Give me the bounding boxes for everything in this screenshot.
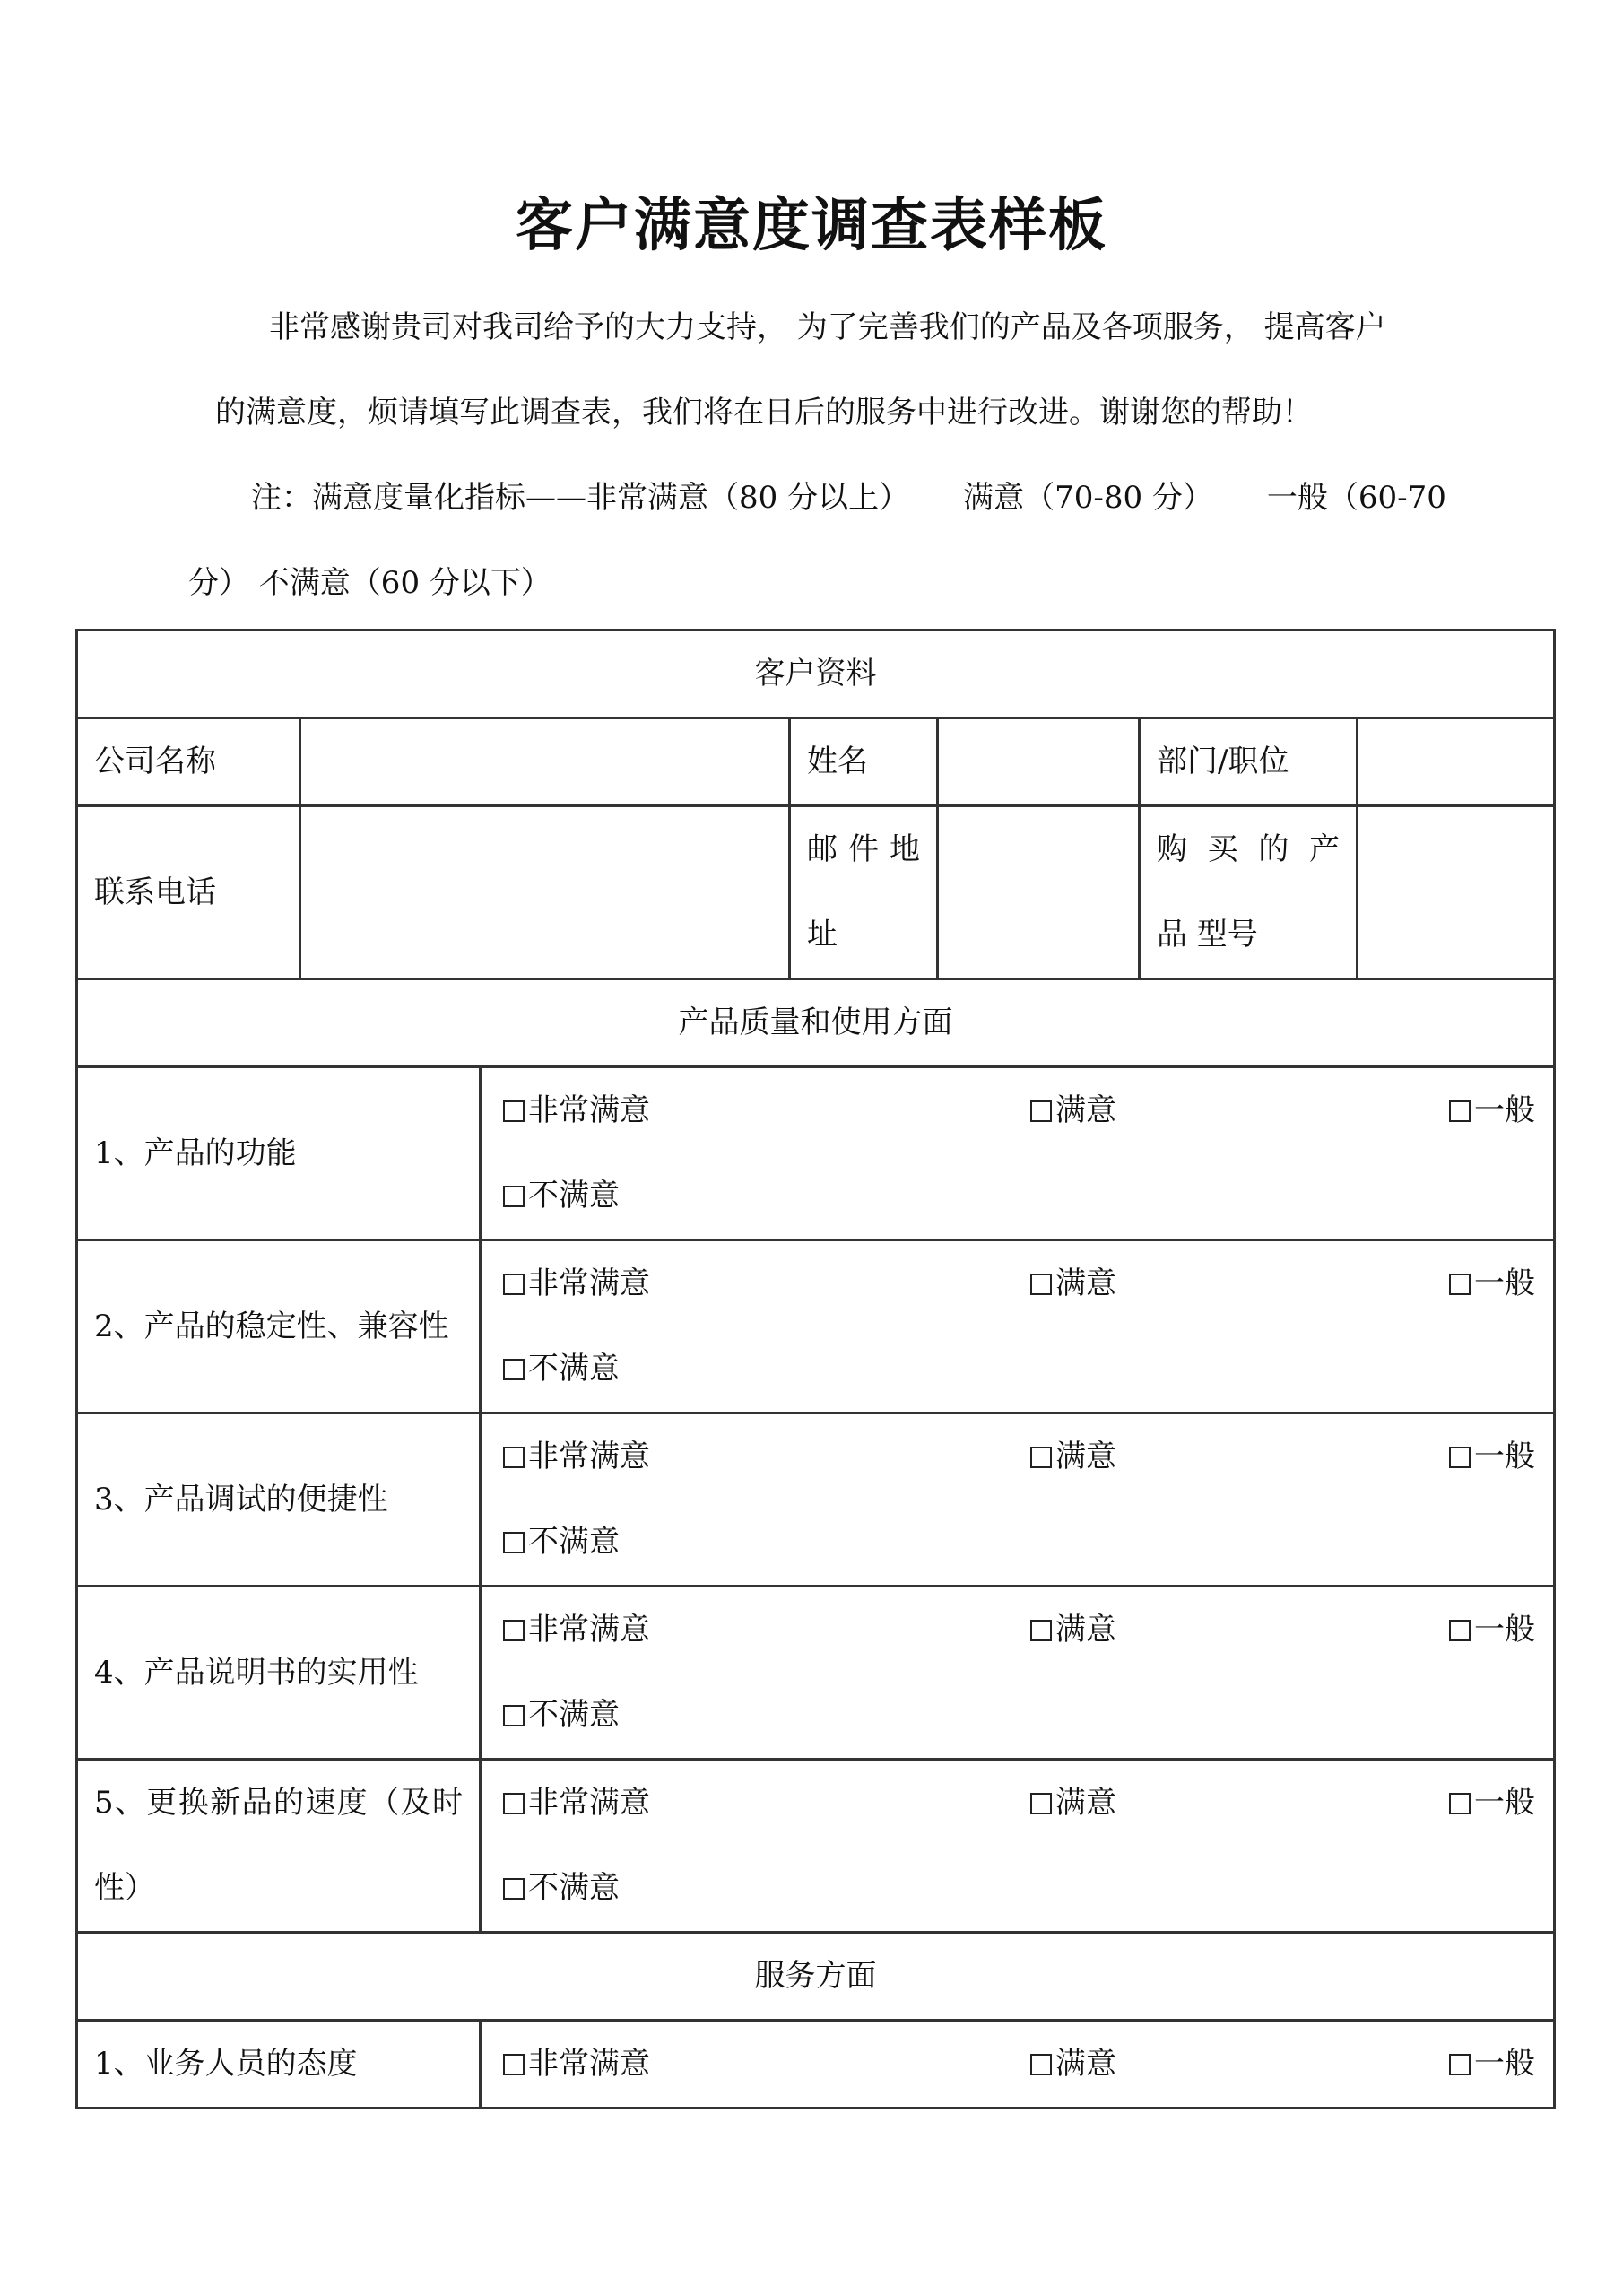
rating-note [251, 456, 1446, 541]
checkbox-icon[interactable] [1030, 1793, 1052, 1814]
checkbox-icon[interactable] [503, 1532, 525, 1553]
checkbox-icon[interactable] [1449, 2054, 1471, 2075]
service-section-header: 服务方面 [77, 1933, 1555, 2021]
option-satisfied[interactable]: 满意 [1030, 1068, 1116, 1153]
rating-note-a: 注：满意度量化指标——非常满意（80 分以上） [251, 480, 910, 516]
product-section-header: 产品质量和使用方面 [77, 979, 1555, 1067]
product-item-label: 4、产品说明书的实用性 [77, 1587, 481, 1760]
phone-label: 联系电话 [77, 806, 300, 979]
rating-note-b: 满意（70-80 分） [963, 480, 1213, 516]
product-model-label: 购 买 的 产 品 型号 [1140, 806, 1358, 979]
checkbox-icon[interactable] [1449, 1100, 1471, 1122]
option-very-satisfied[interactable]: 非常满意 [503, 1068, 650, 1153]
company-name-label: 公司名称 [77, 718, 300, 806]
checkbox-icon[interactable] [1449, 1793, 1471, 1814]
page-title: 客户满意度调查表样板 [516, 193, 1107, 259]
option-average[interactable]: 一般 [1449, 1761, 1535, 1846]
option-unsatisfied[interactable]: 不满意 [503, 1673, 620, 1758]
option-very-satisfied[interactable]: 非常满意 [503, 1414, 650, 1500]
survey-table [75, 629, 1556, 2109]
option-average[interactable]: 一般 [1449, 2022, 1535, 2107]
product-item-label: 2、产品的稳定性、兼容性 [77, 1240, 481, 1413]
product-item-label: 5、更换新品的速度（及时性） [77, 1760, 481, 1933]
checkbox-icon[interactable] [503, 1274, 525, 1295]
phone-field[interactable] [300, 806, 790, 979]
option-unsatisfied[interactable]: 不满意 [503, 1500, 620, 1585]
checkbox-icon[interactable] [503, 1100, 525, 1122]
checkbox-icon[interactable] [503, 1447, 525, 1468]
rating-note-c: 一般（60-70 [1266, 480, 1446, 516]
option-unsatisfied[interactable]: 不满意 [503, 1153, 620, 1239]
checkbox-icon[interactable] [1030, 1274, 1052, 1295]
checkbox-icon[interactable] [503, 1186, 525, 1207]
option-satisfied[interactable]: 满意 [1030, 1414, 1116, 1500]
product-item-label: 3、产品调试的便捷性 [77, 1413, 481, 1587]
company-name-field[interactable] [300, 718, 790, 806]
checkbox-icon[interactable] [1449, 1620, 1471, 1641]
product-item-label: 1、产品的功能 [77, 1067, 481, 1240]
option-satisfied[interactable]: 满意 [1030, 1241, 1116, 1326]
option-unsatisfied[interactable]: 不满意 [503, 1326, 620, 1412]
option-average[interactable]: 一般 [1449, 1068, 1535, 1153]
option-average[interactable]: 一般 [1449, 1414, 1535, 1500]
option-unsatisfied[interactable]: 不满意 [503, 1846, 620, 1931]
option-very-satisfied[interactable]: 非常满意 [503, 1761, 650, 1846]
checkbox-icon[interactable] [503, 1620, 525, 1641]
checkbox-icon[interactable] [503, 1705, 525, 1726]
option-satisfied[interactable]: 满意 [1030, 1587, 1116, 1673]
dept-position-field[interactable] [1358, 718, 1555, 806]
option-very-satisfied[interactable]: 非常满意 [503, 1241, 650, 1326]
checkbox-icon[interactable] [503, 1359, 525, 1380]
option-satisfied[interactable]: 满意 [1030, 2022, 1116, 2107]
email-label: 邮 件 地 址 [790, 806, 938, 979]
email-field[interactable] [938, 806, 1140, 979]
customer-section-header: 客户资料 [77, 631, 1555, 718]
option-very-satisfied[interactable]: 非常满意 [503, 1587, 650, 1673]
option-average[interactable]: 一般 [1449, 1587, 1535, 1673]
checkbox-icon[interactable] [1449, 1447, 1471, 1468]
intro-line-2: 的满意度，烦请填写此调查表，我们将在日后的服务中进行改进。谢谢您的帮助！ [215, 395, 1313, 430]
checkbox-icon[interactable] [1030, 1100, 1052, 1122]
option-satisfied[interactable]: 满意 [1030, 1761, 1116, 1846]
checkbox-icon[interactable] [503, 2054, 525, 2075]
service-item-label: 1、业务人员的态度 [77, 2021, 481, 2109]
checkbox-icon[interactable] [1030, 1620, 1052, 1641]
product-model-field[interactable] [1358, 806, 1555, 979]
option-very-satisfied[interactable]: 非常满意 [503, 2022, 650, 2107]
dept-position-label: 部门/职位 [1140, 718, 1358, 806]
checkbox-icon[interactable] [1449, 1274, 1471, 1295]
name-field[interactable] [938, 718, 1140, 806]
checkbox-icon[interactable] [503, 1793, 525, 1814]
checkbox-icon[interactable] [1030, 2054, 1052, 2075]
option-average[interactable]: 一般 [1449, 1241, 1535, 1326]
intro-line-1: 非常感谢贵司对我司给予的大力支持， 为了完善我们的产品及各项服务， 提高客户 [269, 309, 1386, 345]
name-label: 姓名 [790, 718, 938, 806]
checkbox-icon[interactable] [503, 1878, 525, 1900]
checkbox-icon[interactable] [1030, 1447, 1052, 1468]
rating-note-line-2: 分） 不满意（60 分以下） [188, 565, 551, 601]
